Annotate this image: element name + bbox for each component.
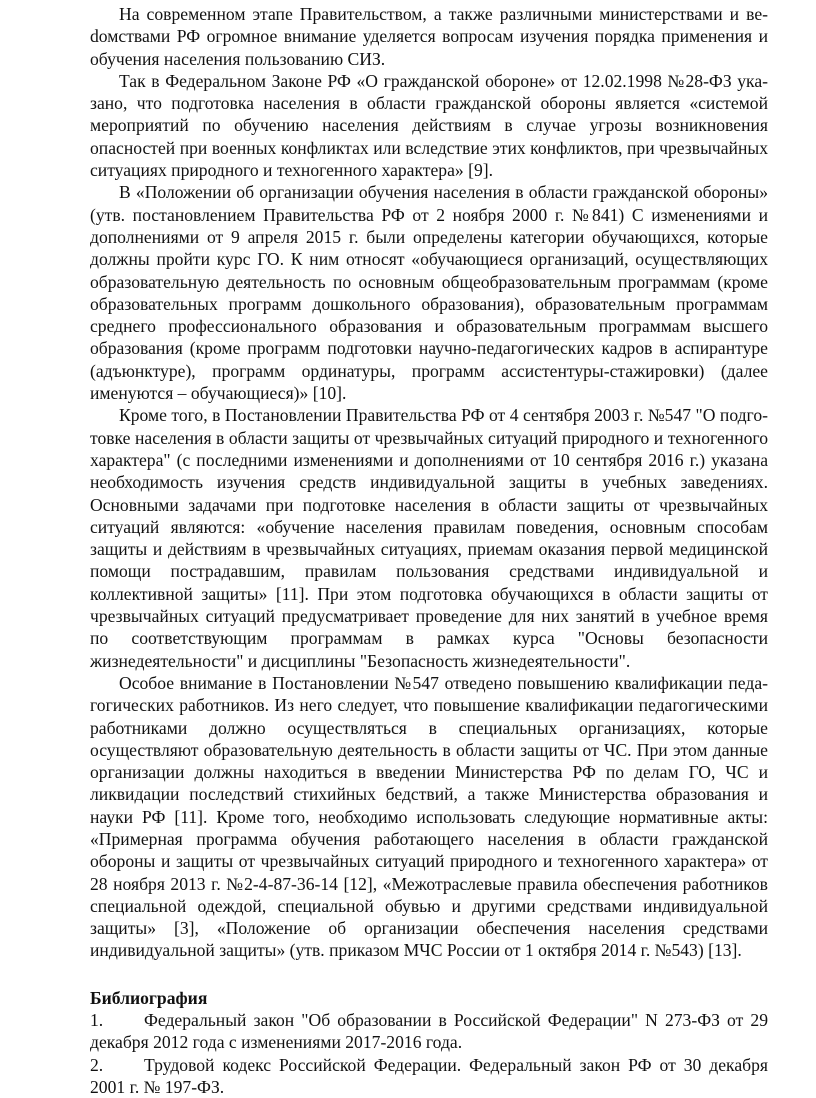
paragraph-civil-defense-law: Так в Федеральном Законе РФ «О гражданской обороне» от 12.02.1998 №28-ФЗ указано, что подготовка населения в области гражданской обороны является «системой мероприятий по обучению населения действиям в случае угрозы возникновения опасностей при военных конфликтах или вследствие этих конфликтов, при чрезвычайных ситуациях природного и техногенного характера» [9]. [90,70,768,181]
bibliography-item [90,1009,768,1054]
paragraph-teacher-qualification: Особое внимание в Постановлении №547 отведено повышению квалификации педагогических работников. Из него следует, что повышение квалификации педагогическими работниками должно осуществляться в специальных организациях, которые осуществляют образовательную деятельность в области защиты от ЧС. При этом данные организации должны находиться в введении Министерства РФ по делам ГО, ЧС и ликвидации последствий стихийных бедствий, а также Министерства образования и науки РФ [11]. Кроме того, необходимо использовать следующие нормативные акты: «Примерная программа обучения работающего населения в области гражданской обороны и защиты от чрезвычайных ситуаций природного и техногенного характера» от 28 ноября 2013 г. №2-4-87-36-14 [12], «Межотраслевые правила обеспечения работников специальной одеждой, специальной обувью и другими средствами индивидуальной защиты» [3], «Положение об организации обеспечения населения средствами индивидуальной защиты» (утв. приказом МЧС России от 1 октября 2014 г. №543) [13]. [90,672,768,961]
bibliography-item [90,1054,768,1098]
bibliography-item-text: Трудовой кодекс Российской Федерации. Федеральный закон РФ от 30 декабря 2001 г. № 197-ФЗ. [90,1054,768,1097]
bibliography-item-number: 2. [90,1054,104,1075]
document-page [90,3,768,1098]
paragraph-intro: На современном этапе Правительством, а также различными министерствами и веdомствами РФ огромное внимание уделяется вопросам изучения порядка применения и обучения населения пользованию СИЗ. [90,4,768,69]
paragraph-training-regulation: В «Положении об организации обучения населения в области гражданской обороны» (утв. постановлением Правительства РФ от 2 ноября 2000 г. №841) С изменениями и дополнениями от 9 апреля 2015 г. были определены категории обучающихся, которые должны пройти курс ГО. К ним относят «обучающиеся организаций, осуществляющих образовательную деятельность по основным общеобразовательным программам (кроме образовательных программ дошкольного образования), образовательным программам среднего профессионального образования и образовательным программам высшего образования (кроме программ подготовки научно-педагогических кадров в аспирантуре (адъюнктуре), программ ординатуры, программ ассистентуры-стажировки) (далее именуются – обучающиеся)» [10]. [90,182,768,404]
section-gap [90,962,768,987]
paragraph-resolution-547: Кроме того, в Постановлении Правительства РФ от 4 сентября 2003 г. №547 "О подготовке населения в области защиты от чрезвычайных ситуаций природного и техногенного характера" (с последними изменениями и дополнениями от 10 сентября 2016 г.) указана необходимость изучения средств индивидуальной защиты в учебных заведениях. Основными задачами при подготовке населения в области защиты от чрезвычайных ситуаций являются: «обучение населения правилам поведения, основным способам защиты и действиям в чрезвычайных ситуациях, приемам оказания первой медицинской помощи пострадавшим, правилам пользования средствами индивидуальной и коллективной защиты» [11]. При этом подготовка обучающихся в области защиты от чрезвычайных ситуаций предусматривает проведение для них занятий в учебное время по соответствующим программам в рамках курса "Основы безопасности жизнедеятельности" и дисциплины "Безопасность жизнедеятельности". [90,405,768,671]
bibliography-item-number: 1. [90,1010,104,1031]
bibliography-item-text: Федеральный закон "Об образовании в Российской Федерации" N 273-ФЗ от 29 декабря 2012 года с изменениями 2017-2016 года. [90,1010,768,1053]
bibliography-heading: Библиография [90,987,208,1008]
